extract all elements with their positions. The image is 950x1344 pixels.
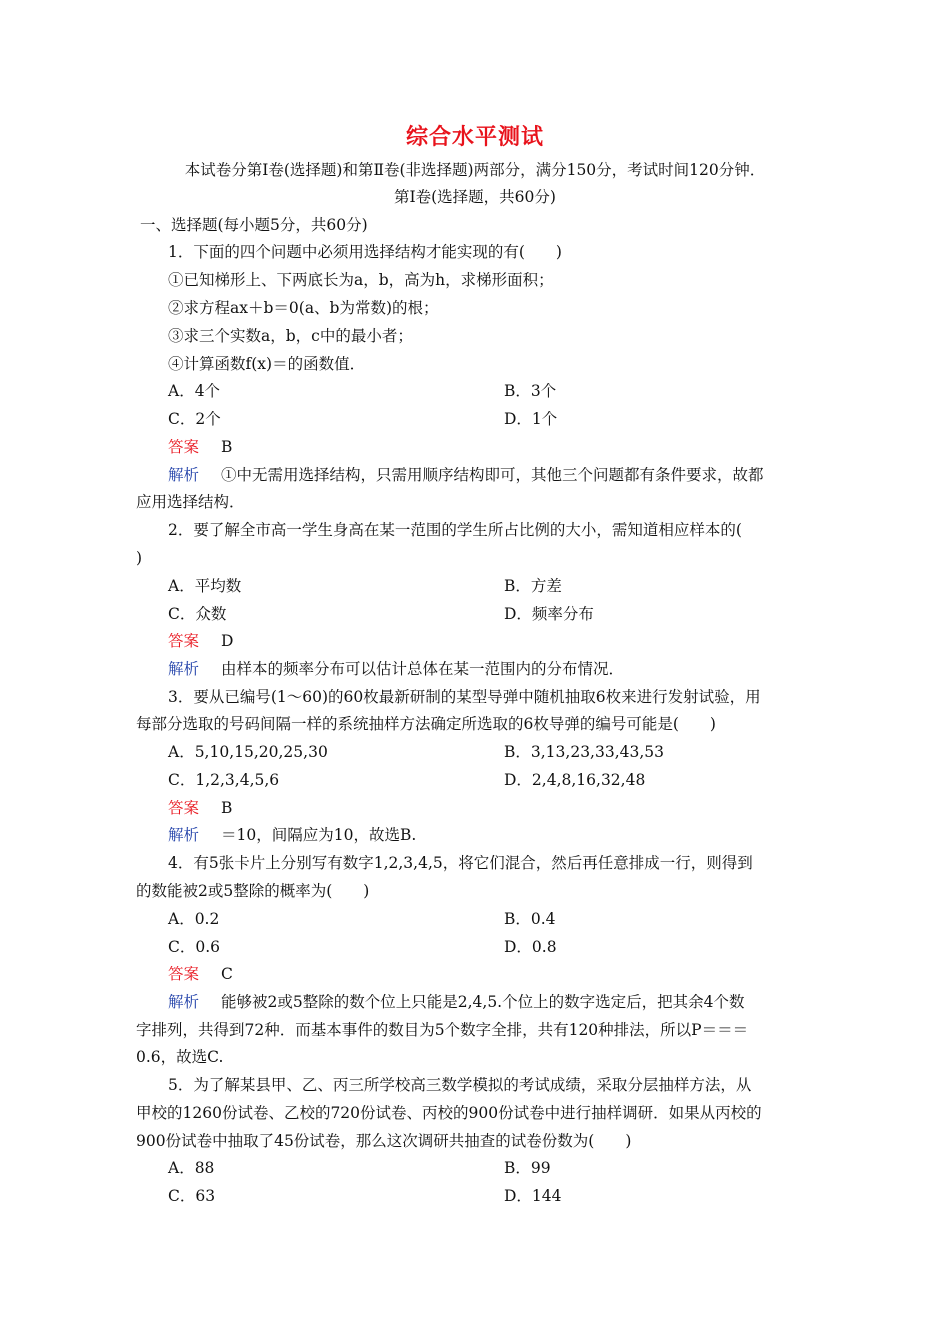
explain-label: 解析: [168, 466, 200, 484]
q1-explain-line-1: ①中无需用选择结构，只需用顺序结构即可，其他三个问题都有条件要求，故都: [221, 466, 764, 484]
q1-item-4: ④计算函数f(x)＝的函数值．: [168, 355, 366, 373]
q1-explanation: [168, 465, 764, 485]
answer-label: 答案: [168, 632, 200, 650]
q3-option-d: D．2,4,8,16,32,48: [504, 771, 646, 789]
q4-answer-value: C: [221, 965, 233, 983]
q5-stem-line-2: 甲校的1260份试卷、乙校的720份试卷、丙校的900份试卷中进行抽样调研．如果从丙校的: [136, 1104, 762, 1122]
answer-label: 答案: [168, 438, 200, 456]
q5-option-d: D．144: [504, 1187, 562, 1205]
q1-option-c: C．2个: [168, 410, 221, 428]
q5-stem-line-1: 5．为了解某县甲、乙、丙三所学校高三数学模拟的考试成绩，采取分层抽样方法，从: [168, 1076, 752, 1094]
q4-stem-line-1: 4．有5张卡片上分别写有数字1,2,3,4,5，将它们混合，然后再任意排成一行，则得到: [168, 854, 753, 872]
q1-answer: [168, 437, 232, 457]
q2-option-c: C．众数: [168, 605, 227, 623]
q4-explain-line-1: 能够被2或5整除的数个位上只能是2,4,5.个位上的数字选定后，把其余4个数: [221, 993, 745, 1011]
q4-explain-line-3: 0.6，故选C.: [136, 1048, 224, 1066]
q2-option-a: A．平均数: [168, 577, 242, 595]
q1-option-a: A．4个: [168, 382, 221, 400]
q1-option-b: B．3个: [504, 382, 557, 400]
q5-option-c: C．63: [168, 1187, 216, 1205]
q2-option-d: D．频率分布: [504, 605, 594, 623]
q4-option-b: B．0.4: [504, 910, 556, 928]
intro-text: 本试卷分第Ⅰ卷(选择题)和第Ⅱ卷(非选择题)两部分，满分150分，考试时间120分钟．: [184, 161, 766, 179]
q1-answer-value: B: [221, 438, 233, 456]
q4-option-c: C．0.6: [168, 938, 221, 956]
part1-heading: 第Ⅰ卷(选择题，共60分): [394, 188, 556, 206]
q1-item-2: ②求方程ax＋b＝0(a、b为常数)的根；: [168, 299, 439, 317]
q3-stem-line-1: 3．要从已编号(1～60)的60枚最新研制的某型导弹中随机抽取6枚来进行发射试验，用: [168, 688, 761, 706]
section-heading: 一、选择题(每小题5分，共60分): [140, 216, 368, 234]
answer-label: 答案: [168, 965, 200, 983]
q2-stem-line-1: 2．要了解全市高一学生身高在某一范围的学生所占比例的大小，需知道相应样本的(: [168, 521, 742, 539]
q1-explain-line-2: 应用选择结构．: [136, 493, 245, 511]
q3-explanation: [168, 825, 416, 845]
q3-answer: [168, 798, 232, 818]
q2-answer-value: D: [221, 632, 234, 650]
q4-option-a: A．0.2: [168, 910, 220, 928]
q4-explain-line-2: 字排列，共得到72种．而基本事件的数目为5个数字全排，共有120种排法，所以P＝＝＝: [136, 1021, 749, 1039]
q1-item-3: ③求三个实数a，b，c中的最小者；: [168, 327, 413, 345]
q1-option-d: D．1个: [504, 410, 558, 428]
q5-option-a: A．88: [168, 1159, 215, 1177]
q2-stem-line-2: ): [136, 549, 143, 567]
q4-option-d: D．0.8: [504, 938, 557, 956]
q3-option-b: B．3,13,23,33,43,53: [504, 743, 665, 761]
q5-stem-line-3: 900份试卷中抽取了45份试卷，那么这次调研共抽查的试卷份数为( ): [136, 1132, 632, 1150]
q3-option-c: C．1,2,3,4,5,6: [168, 771, 280, 789]
q2-option-b: B．方差: [504, 577, 562, 595]
q2-explanation: [168, 659, 624, 679]
answer-label: 答案: [168, 799, 200, 817]
explain-label: 解析: [168, 826, 200, 844]
q4-stem-line-2: 的数能被2或5整除的概率为( ): [136, 882, 370, 900]
explain-label: 解析: [168, 660, 200, 678]
q2-explain-line-1: 由样本的频率分布可以估计总体在某一范围内的分布情况．: [221, 660, 625, 678]
q5-option-b: B．99: [504, 1159, 551, 1177]
q2-answer: [168, 631, 233, 651]
q1-stem: 1．下面的四个问题中必须用选择结构才能实现的有( ): [168, 243, 562, 261]
explain-label: 解析: [168, 993, 200, 1011]
q3-answer-value: B: [221, 799, 233, 817]
q3-option-a: A．5,10,15,20,25,30: [168, 743, 328, 761]
q1-item-1: ①已知梯形上、下两底长为a，b，高为h，求梯形面积；: [168, 271, 554, 289]
q3-stem-line-2: 每部分选取的号码间隔一样的系统抽样方法确定所选取的6枚导弹的编号可能是( ): [136, 715, 716, 733]
q4-answer: [168, 964, 233, 984]
q3-explain-line-1: ＝10，间隔应为10，故选B.: [221, 826, 417, 844]
page-title: 综合水平测试: [405, 124, 544, 150]
q4-explanation: [168, 992, 744, 1012]
